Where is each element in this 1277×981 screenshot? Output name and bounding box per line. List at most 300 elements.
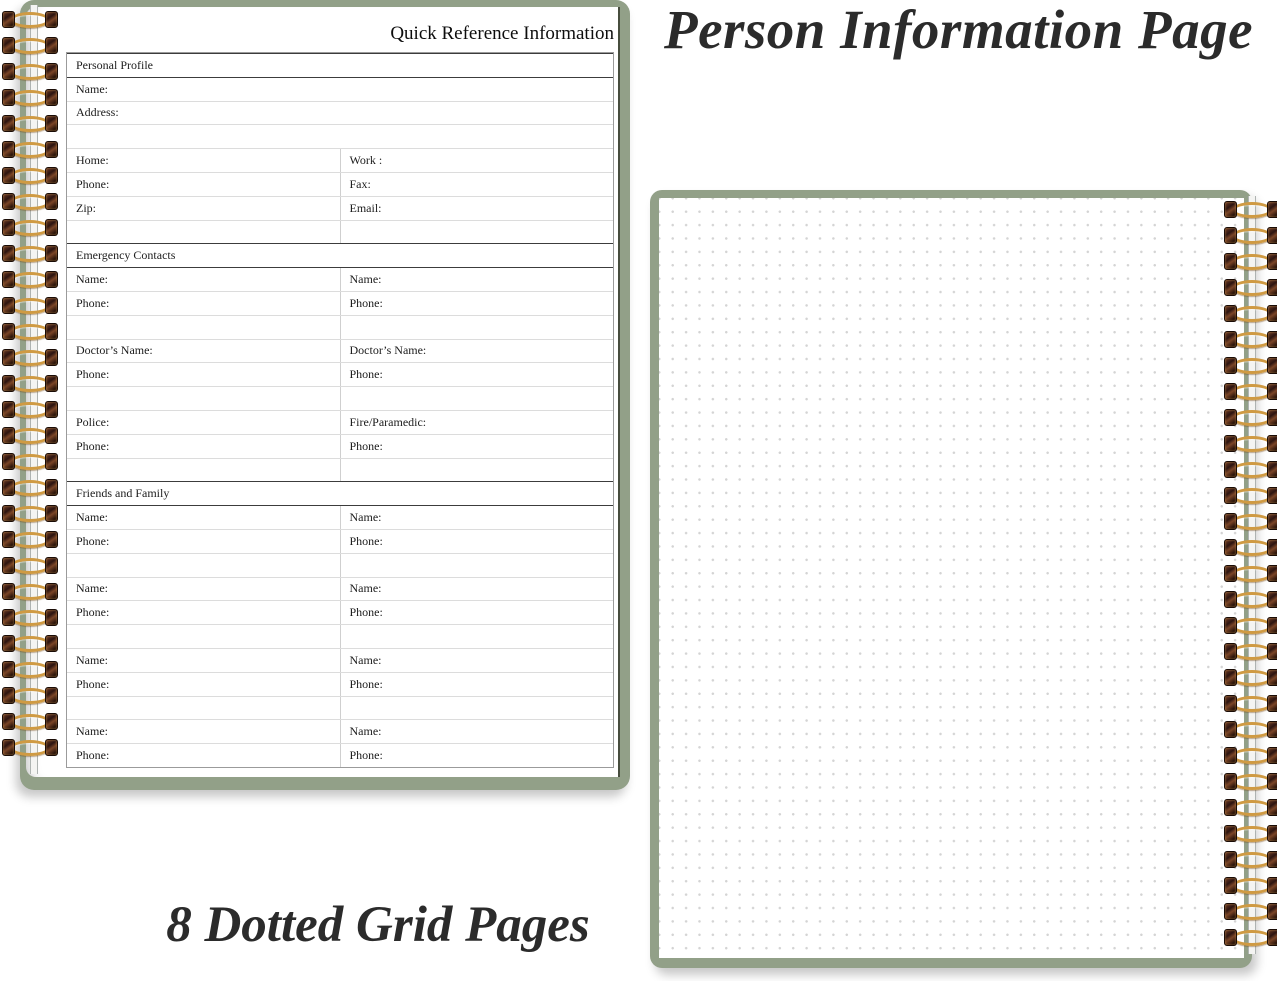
binding-coil	[2, 479, 58, 497]
coil-wire-ring	[1232, 462, 1272, 478]
left-spiral-binding	[2, 0, 58, 790]
coil-clip-left	[2, 453, 15, 470]
coil-clip-right	[45, 687, 58, 704]
coil-wire-ring	[1232, 878, 1272, 894]
coil-clip-left	[2, 687, 15, 704]
table-row	[67, 172, 613, 196]
coil-clip-right	[1267, 825, 1277, 842]
binding-coil	[1224, 851, 1277, 869]
coil-clip-right	[45, 167, 58, 184]
table-row	[67, 268, 613, 291]
table-row	[67, 315, 613, 339]
coil-clip-right	[1267, 201, 1277, 218]
cell-label: Name:	[67, 268, 341, 291]
binding-coil	[1224, 227, 1277, 245]
cell-label	[341, 459, 614, 482]
binding-coil	[2, 661, 58, 679]
right-spiral-binding	[1224, 190, 1277, 968]
binding-coil	[2, 427, 58, 445]
binding-coil	[2, 583, 58, 601]
coil-clip-left	[2, 375, 15, 392]
cell-label: Name:	[67, 649, 341, 672]
coil-wire-ring	[1232, 410, 1272, 426]
coil-wire-ring	[10, 506, 50, 522]
coil-wire-ring	[1232, 358, 1272, 374]
table-row	[67, 458, 613, 482]
coil-clip-left	[1224, 227, 1237, 244]
coil-clip-left	[1224, 383, 1237, 400]
binding-coil	[1224, 799, 1277, 817]
coil-wire-ring	[1232, 930, 1272, 946]
cell-label	[341, 625, 614, 648]
coil-clip-left	[2, 479, 15, 496]
table-row	[67, 434, 613, 458]
binding-coil	[1224, 565, 1277, 583]
cell-label: Name:	[67, 578, 341, 601]
binding-coil	[2, 89, 58, 107]
table-row	[67, 696, 613, 720]
binding-coil	[2, 219, 58, 237]
coil-clip-left	[2, 427, 15, 444]
coil-clip-right	[1267, 929, 1277, 946]
table-row	[67, 220, 613, 244]
cell-label: Name:	[349, 272, 382, 287]
binding-coil	[2, 115, 58, 133]
coil-clip-right	[1267, 227, 1277, 244]
coil-clip-right	[1267, 409, 1277, 426]
coil-wire-ring	[1232, 202, 1272, 218]
coil-clip-left	[1224, 773, 1237, 790]
coil-wire-ring	[10, 246, 50, 262]
coil-wire-ring	[1232, 670, 1272, 686]
coil-wire-ring	[10, 714, 50, 730]
cell-label: Doctor’s Name:	[67, 340, 341, 363]
coil-clip-right	[45, 115, 58, 132]
coil-clip-left	[1224, 799, 1237, 816]
coil-wire-ring	[10, 64, 50, 80]
coil-wire-ring	[10, 142, 50, 158]
coil-wire-ring	[1232, 436, 1272, 452]
coil-clip-right	[1267, 565, 1277, 582]
coil-wire-ring	[1232, 852, 1272, 868]
coil-clip-right	[1267, 747, 1277, 764]
cell-label: Name:	[349, 510, 382, 525]
binding-coil	[1224, 773, 1277, 791]
cell-label	[67, 221, 341, 244]
cell-label: Phone:	[67, 744, 341, 767]
cell-label: Phone:	[349, 533, 383, 548]
coil-wire-ring	[10, 350, 50, 366]
binding-coil	[1224, 747, 1277, 765]
coil-clip-right	[45, 453, 58, 470]
table-row	[67, 362, 613, 386]
cell-label: Phone:	[67, 292, 341, 315]
binding-coil	[2, 687, 58, 705]
cell-label: Phone:	[67, 435, 341, 458]
right-notebook-cover	[650, 190, 1252, 968]
binding-coil	[1224, 591, 1277, 609]
coil-wire-ring	[10, 688, 50, 704]
coil-clip-left	[1224, 695, 1237, 712]
coil-wire-ring	[10, 428, 50, 444]
coil-clip-left	[2, 505, 15, 522]
cell-label: Phone:	[349, 748, 383, 762]
coil-wire-ring	[10, 662, 50, 678]
table-row: Name:	[76, 81, 108, 96]
coil-clip-left	[1224, 331, 1237, 348]
table-row	[67, 743, 613, 767]
coil-wire-ring	[10, 454, 50, 470]
coil-clip-right	[1267, 279, 1277, 296]
coil-wire-ring	[1232, 280, 1272, 296]
cell-label: Fax:	[349, 176, 371, 191]
binding-coil	[1224, 539, 1277, 557]
binding-coil	[2, 193, 58, 211]
table-row	[67, 719, 613, 743]
table-row: Address:	[67, 101, 613, 125]
coil-wire-ring	[1232, 592, 1272, 608]
coil-clip-left	[1224, 903, 1237, 920]
coil-clip-left	[2, 219, 15, 236]
binding-coil	[2, 713, 58, 731]
cell-label: Name:	[67, 720, 341, 743]
coil-wire-ring	[1232, 228, 1272, 244]
cell-label	[341, 697, 614, 720]
coil-clip-left	[2, 739, 15, 756]
binding-coil	[2, 297, 58, 315]
coil-clip-left	[2, 63, 15, 80]
coil-wire-ring	[10, 272, 50, 288]
binding-coil	[1224, 695, 1277, 713]
coil-clip-right	[1267, 851, 1277, 868]
coil-clip-left	[1224, 305, 1237, 322]
table-row	[67, 600, 613, 624]
coil-clip-right	[1267, 461, 1277, 478]
coil-clip-left	[2, 401, 15, 418]
binding-coil	[2, 37, 58, 55]
binding-coil	[2, 609, 58, 627]
coil-clip-right	[1267, 331, 1277, 348]
coil-clip-left	[1224, 617, 1237, 634]
coil-clip-right	[45, 89, 58, 106]
coil-wire-ring	[1232, 904, 1272, 920]
binding-coil	[2, 739, 58, 757]
coil-wire-ring	[1232, 618, 1272, 634]
coil-wire-ring	[1232, 514, 1272, 530]
coil-clip-left	[1224, 201, 1237, 218]
left-notebook-cover	[20, 0, 630, 790]
binding-coil	[1224, 279, 1277, 297]
coil-wire-ring	[10, 194, 50, 210]
cell-label: Name:	[349, 724, 382, 739]
cell-label: Phone:	[67, 601, 341, 624]
coil-wire-ring	[10, 584, 50, 600]
binding-coil	[2, 323, 58, 341]
coil-clip-right	[45, 37, 58, 54]
coil-wire-ring	[10, 168, 50, 184]
coil-wire-ring	[1232, 540, 1272, 556]
coil-clip-right	[45, 505, 58, 522]
coil-wire-ring	[1232, 566, 1272, 582]
binding-coil	[1224, 669, 1277, 687]
table-row	[67, 529, 613, 553]
binding-coil	[2, 245, 58, 263]
cell-label: Name:	[349, 652, 382, 667]
table-row	[67, 386, 613, 410]
binding-coil	[1224, 409, 1277, 427]
binding-coil	[2, 635, 58, 653]
cell-label	[341, 554, 614, 577]
coil-wire-ring	[10, 740, 50, 756]
coil-clip-right	[1267, 903, 1277, 920]
coil-clip-left	[2, 141, 15, 158]
binding-coil	[1224, 305, 1277, 323]
coil-wire-ring	[10, 324, 50, 340]
person-information-page-caption: Person Information Page	[663, 0, 1254, 60]
coil-clip-left	[2, 635, 15, 652]
binding-coil	[2, 557, 58, 575]
coil-clip-left	[2, 115, 15, 132]
coil-wire-ring	[1232, 722, 1272, 738]
binding-coil	[2, 167, 58, 185]
coil-clip-left	[2, 557, 15, 574]
binding-coil	[1224, 383, 1277, 401]
binding-coil	[1224, 825, 1277, 843]
coil-clip-left	[1224, 591, 1237, 608]
coil-clip-right	[45, 479, 58, 496]
coil-clip-left	[1224, 643, 1237, 660]
binding-coil	[2, 271, 58, 289]
coil-clip-left	[1224, 825, 1237, 842]
table-row	[67, 124, 613, 148]
coil-clip-left	[1224, 747, 1237, 764]
coil-clip-right	[1267, 617, 1277, 634]
table-row	[67, 148, 613, 172]
binding-coil	[1224, 461, 1277, 479]
coil-clip-right	[45, 297, 58, 314]
coil-clip-left	[1224, 721, 1237, 738]
coil-clip-right	[1267, 357, 1277, 374]
cell-label: Phone:	[349, 367, 383, 382]
coil-clip-left	[1224, 929, 1237, 946]
coil-clip-left	[1224, 851, 1237, 868]
coil-wire-ring	[10, 558, 50, 574]
coil-clip-left	[1224, 513, 1237, 530]
coil-clip-left	[2, 583, 15, 600]
coil-clip-right	[45, 11, 58, 28]
coil-clip-left	[2, 297, 15, 314]
coil-clip-right	[45, 635, 58, 652]
cell-label	[341, 221, 614, 244]
quick-reference-table	[66, 52, 614, 768]
cell-label: Phone:	[67, 173, 341, 196]
coil-wire-ring	[1232, 384, 1272, 400]
cell-label: Phone:	[349, 676, 383, 691]
dotted-grid-page	[659, 198, 1244, 958]
cell-label: Fire/Paramedic:	[349, 414, 427, 429]
coil-clip-left	[2, 349, 15, 366]
coil-clip-right	[1267, 487, 1277, 504]
binding-coil	[1224, 643, 1277, 661]
coil-wire-ring	[10, 480, 50, 496]
coil-clip-left	[2, 11, 15, 28]
coil-wire-ring	[10, 90, 50, 106]
coil-clip-right	[45, 531, 58, 548]
coil-clip-left	[1224, 253, 1237, 270]
coil-wire-ring	[10, 532, 50, 548]
cell-label	[341, 387, 614, 410]
binding-coil	[1224, 721, 1277, 739]
cell-label	[67, 316, 341, 339]
coil-clip-right	[1267, 695, 1277, 712]
table-row	[67, 291, 613, 315]
coil-clip-right	[1267, 539, 1277, 556]
coil-clip-right	[45, 609, 58, 626]
coil-wire-ring	[10, 12, 50, 28]
coil-clip-left	[2, 609, 15, 626]
coil-clip-right	[1267, 773, 1277, 790]
coil-clip-right	[1267, 591, 1277, 608]
coil-clip-left	[2, 193, 15, 210]
coil-clip-right	[45, 713, 58, 730]
table-row	[67, 577, 613, 601]
coil-clip-left	[2, 713, 15, 730]
coil-clip-left	[1224, 461, 1237, 478]
cell-label: Name:	[349, 581, 382, 596]
coil-clip-left	[2, 323, 15, 340]
coil-wire-ring	[1232, 774, 1272, 790]
coil-clip-right	[45, 245, 58, 262]
binding-coil	[1224, 487, 1277, 505]
cell-label: Phone:	[349, 295, 383, 310]
binding-coil	[1224, 331, 1277, 349]
cell-label	[67, 625, 341, 648]
coil-wire-ring	[1232, 254, 1272, 270]
cell-label: Phone:	[349, 605, 383, 620]
cell-label	[341, 316, 614, 339]
table-row	[67, 196, 613, 220]
coil-wire-ring	[1232, 800, 1272, 816]
binding-coil	[2, 63, 58, 81]
cell-label: Work :	[349, 153, 383, 168]
dotted-grid-pages-caption: 8 Dotted Grid Pages	[166, 897, 590, 953]
cell-label: Phone:	[67, 673, 341, 696]
coil-wire-ring	[10, 220, 50, 236]
binding-coil	[2, 453, 58, 471]
binding-coil	[1224, 253, 1277, 271]
coil-clip-right	[1267, 383, 1277, 400]
cell-label	[67, 459, 341, 482]
cell-label: Email:	[349, 200, 382, 215]
table-row	[67, 553, 613, 577]
coil-wire-ring	[1232, 748, 1272, 764]
coil-clip-right	[1267, 721, 1277, 738]
binding-coil	[2, 531, 58, 549]
coil-wire-ring	[1232, 332, 1272, 348]
coil-clip-left	[1224, 487, 1237, 504]
coil-clip-right	[45, 739, 58, 756]
binding-coil	[2, 141, 58, 159]
coil-clip-left	[2, 167, 15, 184]
cell-label: Doctor’s Name:	[349, 343, 427, 358]
coil-clip-right	[1267, 513, 1277, 530]
table-row	[67, 410, 613, 434]
coil-clip-left	[1224, 565, 1237, 582]
coil-wire-ring	[1232, 488, 1272, 504]
coil-clip-left	[1224, 877, 1237, 894]
coil-clip-right	[45, 63, 58, 80]
coil-clip-right	[45, 401, 58, 418]
coil-clip-right	[1267, 669, 1277, 686]
coil-clip-right	[1267, 799, 1277, 816]
table-row	[67, 648, 613, 672]
coil-clip-right	[1267, 253, 1277, 270]
coil-clip-right	[45, 427, 58, 444]
coil-clip-left	[1224, 279, 1237, 296]
cell-label	[67, 387, 341, 410]
binding-coil	[1224, 357, 1277, 375]
cell-label: Zip:	[67, 197, 341, 220]
table-row	[67, 624, 613, 648]
coil-clip-right	[45, 219, 58, 236]
coil-clip-left	[1224, 435, 1237, 452]
cell-label	[67, 697, 341, 720]
binding-coil	[2, 401, 58, 419]
coil-clip-left	[2, 271, 15, 288]
binding-coil	[2, 375, 58, 393]
cell-label: Name:	[67, 506, 341, 529]
coil-clip-right	[45, 583, 58, 600]
table-section-row: Emergency Contacts	[67, 243, 613, 268]
coil-clip-left	[2, 531, 15, 548]
coil-clip-left	[2, 89, 15, 106]
coil-clip-right	[45, 349, 58, 366]
coil-clip-right	[45, 141, 58, 158]
cell-label: Home:	[67, 149, 341, 172]
cell-label: Police:	[67, 411, 341, 434]
coil-wire-ring	[1232, 306, 1272, 322]
coil-wire-ring	[10, 402, 50, 418]
table-section-row: Friends and Family	[67, 481, 613, 506]
coil-clip-right	[1267, 435, 1277, 452]
coil-clip-right	[45, 375, 58, 392]
coil-wire-ring	[10, 636, 50, 652]
coil-clip-right	[1267, 643, 1277, 660]
binding-coil	[2, 11, 58, 29]
table-row	[67, 339, 613, 363]
coil-clip-left	[2, 37, 15, 54]
coil-wire-ring	[10, 298, 50, 314]
coil-clip-right	[1267, 305, 1277, 322]
coil-wire-ring	[10, 116, 50, 132]
coil-clip-right	[45, 323, 58, 340]
coil-clip-right	[1267, 877, 1277, 894]
coil-clip-right	[45, 271, 58, 288]
binding-coil	[1224, 201, 1277, 219]
table-section-row: Personal Profile	[67, 53, 613, 78]
binding-coil	[2, 349, 58, 367]
table-row	[67, 506, 613, 529]
coil-clip-left	[2, 661, 15, 678]
cell-label	[67, 554, 341, 577]
quick-reference-title: Quick Reference Information	[390, 23, 614, 44]
cell-label: Phone:	[67, 530, 341, 553]
coil-clip-left	[1224, 539, 1237, 556]
binding-coil	[1224, 903, 1277, 921]
coil-clip-left	[1224, 357, 1237, 374]
coil-clip-right	[45, 193, 58, 210]
binding-coil	[1224, 617, 1277, 635]
